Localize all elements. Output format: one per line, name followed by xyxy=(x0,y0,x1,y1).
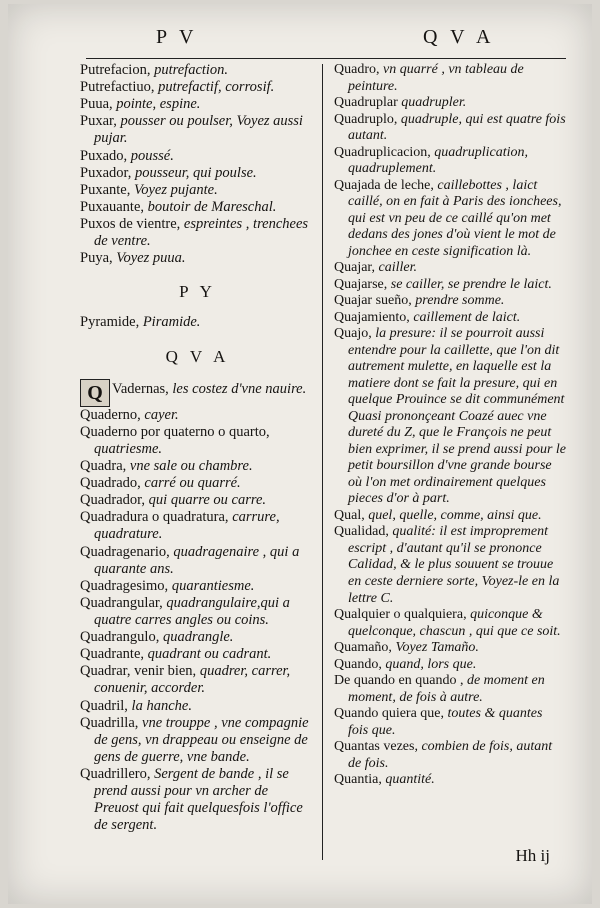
dictionary-entry xyxy=(334,607,566,640)
entry-headword: Puxos de vientre, xyxy=(80,215,181,232)
dictionary-entry xyxy=(334,277,566,294)
dictionary-entry xyxy=(80,182,315,199)
dictionary-entry xyxy=(80,492,315,509)
dictionary-page xyxy=(8,4,592,904)
entry-headword: Quadradura o quadratura, xyxy=(80,509,229,526)
section-heading-qva: Q V A xyxy=(165,346,230,366)
entry-headword: Quajo, xyxy=(334,326,372,342)
entry-headword: Puxador, xyxy=(80,164,132,181)
qva-entries xyxy=(80,407,315,835)
entry-translation: poussé. xyxy=(130,147,174,164)
entry-translation: carrure, quadrature. xyxy=(94,509,280,543)
entry-headword: Quantia, xyxy=(334,772,382,788)
entry-translation: de moment en moment, de fois à autre. xyxy=(348,673,545,705)
header-rule xyxy=(86,58,566,59)
dictionary-entry xyxy=(80,216,315,250)
dictionary-entry xyxy=(334,260,566,277)
entry-headword: Quadrillero, xyxy=(80,765,151,782)
dictionary-entry xyxy=(80,766,315,834)
entry-headword: Qualquier o qualquiera, xyxy=(334,607,467,623)
entry-headword: Quadrado, xyxy=(80,475,141,492)
drop-cap: Q xyxy=(80,379,110,407)
entry-headword: Puua, xyxy=(80,96,113,113)
entry-translation: pousser ou poulser, Voyez aussi pujar. xyxy=(94,113,303,147)
dictionary-entry xyxy=(80,407,315,424)
entry-headword: Quamaño, xyxy=(334,640,392,656)
pu-entries xyxy=(80,62,315,267)
entry-headword: Pyramide, xyxy=(80,314,140,331)
entry-headword: Quajarse, xyxy=(334,276,388,292)
entry-translation: quadrangulaire,qui a quatre carres angles ou coins. xyxy=(94,594,290,628)
dictionary-entry xyxy=(80,715,315,766)
dictionary-entry xyxy=(334,112,566,145)
entry-translation: putrefaction. xyxy=(154,62,229,78)
entry-translation: la hanche. xyxy=(131,697,192,714)
entry-headword: Puya, xyxy=(80,250,113,267)
dictionary-entry xyxy=(334,310,566,327)
entry-headword: Putrefactiuo, xyxy=(80,79,155,96)
entry-headword: Quajamiento, xyxy=(334,309,410,325)
entry-headword: Quajada de leche, xyxy=(334,177,434,193)
entry-translation: les costez d'vne nauire. xyxy=(172,380,307,397)
dictionary-entry xyxy=(80,250,315,267)
entry-headword: Qualidad, xyxy=(334,524,389,540)
dictionary-entry xyxy=(80,62,315,79)
entry-translation: quadrupler. xyxy=(401,95,467,111)
running-head-right: Q V A xyxy=(423,26,495,48)
entry-headword: Puxauante, xyxy=(80,198,145,215)
dictionary-entry xyxy=(334,706,566,739)
dictionary-entry xyxy=(334,739,566,772)
entry-translation: quadruple, qui est quatre fois autant. xyxy=(348,111,566,144)
entry-headword: Quadrar, venir bien, xyxy=(80,663,197,680)
entry-headword: Quadruplar xyxy=(334,95,398,111)
dictionary-entry xyxy=(80,629,315,646)
entry-translation: cayer. xyxy=(144,406,179,423)
entry-translation: qui quarre ou carre. xyxy=(148,492,267,509)
dictionary-entry-first xyxy=(80,379,315,407)
entry-translation: quadrant ou cadrant. xyxy=(147,646,272,663)
entry-headword: Quadragesimo, xyxy=(80,577,169,594)
dictionary-entry xyxy=(334,62,566,95)
dictionary-entry xyxy=(334,178,566,261)
entry-headword: Quando quiera que, xyxy=(334,706,445,722)
entry-headword: Putrefacion, xyxy=(80,62,151,78)
dictionary-entry xyxy=(334,673,566,706)
entry-headword: Puxante, xyxy=(80,181,131,198)
dictionary-entry xyxy=(334,640,566,657)
entry-translation: vne sale ou chambre. xyxy=(129,457,253,474)
dictionary-entry xyxy=(80,96,315,113)
running-head-left: P V xyxy=(156,26,198,48)
entry-translation: espreintes , trenchees de ventre. xyxy=(94,215,309,250)
entry-headword: Quaderno por quaterno o quarto, xyxy=(80,423,270,440)
entry-translation: quarantiesme. xyxy=(171,577,255,594)
entry-headword: Quadruplo, xyxy=(334,111,398,127)
entry-translation: caillebottes , laict caillé, on en fait à Paris des ionchees, qui est vn peu de ce caillé qu'on met dedans des jones d'où vient le mot de jonchee en ceste signification là. xyxy=(348,177,562,259)
entry-translation: putrefactif, corrosif. xyxy=(158,79,275,96)
entry-headword: Quadruplicacion, xyxy=(334,144,431,160)
entry-headword: Quaderno, xyxy=(80,406,141,423)
entry-translation: combien de fois, autant de fois. xyxy=(348,739,553,771)
entry-translation: quiconque & quelconque, chascun , qui que ce soit. xyxy=(348,607,561,639)
entry-headword: Puxar, xyxy=(80,113,117,130)
entry-headword: Quadrador, xyxy=(80,492,146,509)
dictionary-entry xyxy=(80,475,315,492)
dictionary-entry xyxy=(334,145,566,178)
entry-translation: boutoir de Mareschal. xyxy=(147,198,277,215)
entry-headword: Quadra, xyxy=(80,457,127,474)
dictionary-entry xyxy=(80,663,315,697)
dictionary-entry xyxy=(80,595,315,629)
entry-headword: Puxado, xyxy=(80,147,128,164)
entry-translation: Voyez puua. xyxy=(116,250,186,267)
entry-translation: quadrangle. xyxy=(162,629,234,646)
column-divider xyxy=(322,64,323,860)
entry-translation: quadruplication, quadruplement. xyxy=(348,144,529,177)
entry-translation: quel, quelle, comme, ainsi que. xyxy=(368,507,542,523)
entry-translation: vn quarré , vn tableau de peinture. xyxy=(348,62,524,94)
entry-headword: Quadril, xyxy=(80,697,128,714)
entry-translation: carré ou quarré. xyxy=(144,475,241,492)
dictionary-entry xyxy=(80,113,315,147)
entry-translation: la presure: il se pourroit aussi entendre pour la caillette, que l'on dit autrement mulette, en laquelle est la matiere dont se fait la presure, qui en quelque Prouince se dit communément Quasi prononçeant Coazé auec vne dureté du Z, que le François ne peut bien exprimer, il se prend aussi pour le petit boursillon d'vne grande bourse où l'on met ordinairement quelques pieces d'or à part. xyxy=(348,326,567,507)
entry-headword: Quajar, xyxy=(334,260,376,276)
entry-translation: Piramide. xyxy=(142,314,201,331)
entry-translation: Sergent de bande , il se prend aussi pour vn archer de Preuost qui fait quelquesfois l'office de sergent. xyxy=(94,765,303,834)
entry-translation: Voyez pujante. xyxy=(133,181,218,198)
entry-translation: toutes & quantes fois que. xyxy=(348,706,543,738)
entry-translation: vne trouppe , vne compagnie de gens, vn drappeau ou enseigne de gens de guerre, vne bande. xyxy=(94,714,309,765)
dictionary-entry xyxy=(80,509,315,543)
dictionary-entry xyxy=(80,544,315,578)
entry-translation: quantité. xyxy=(385,772,435,788)
right-column xyxy=(334,62,566,789)
entry-translation: Voyez Tamaño. xyxy=(395,640,479,656)
entry-headword: Qual, xyxy=(334,507,365,523)
dictionary-entry xyxy=(80,424,315,458)
dictionary-entry xyxy=(80,458,315,475)
entry-headword: Quadrangular, xyxy=(80,594,163,611)
entry-headword: Quantas vezes, xyxy=(334,739,418,755)
entry-translation: cailler. xyxy=(378,260,418,276)
dictionary-entry xyxy=(80,698,315,715)
entry-translation: qualité: il est improprement escript , d'autant qu'il se prononce Calidad, & le plus souuent se trouue en ceste derniere sorte, Voyez-le en la lettre C. xyxy=(348,524,560,606)
entry-headword: Quadrante, xyxy=(80,646,145,663)
entry-headword: Quadro, xyxy=(334,62,380,77)
entry-translation: quadragenaire , qui a quarante ans. xyxy=(94,543,300,577)
section-heading-py: P Y xyxy=(179,282,216,302)
dictionary-entry xyxy=(80,79,315,96)
entry-headword: Quadrilla, xyxy=(80,714,139,731)
signature-mark: Hh ij xyxy=(515,846,550,865)
dictionary-entry xyxy=(334,293,566,310)
entry-translation: caillement de laict. xyxy=(413,309,521,325)
entry-headword: Vadernas, xyxy=(112,380,169,397)
dictionary-entry xyxy=(80,314,315,331)
dictionary-entry xyxy=(334,508,566,525)
dictionary-entry xyxy=(80,148,315,165)
entry-translation: prendre somme. xyxy=(415,293,505,309)
dictionary-entry xyxy=(80,578,315,595)
entry-translation: quand, lors que. xyxy=(385,656,477,672)
dictionary-entry xyxy=(80,646,315,663)
dictionary-entry xyxy=(334,772,566,789)
dictionary-entry xyxy=(334,95,566,112)
py-entries xyxy=(80,314,315,331)
dictionary-entry xyxy=(334,524,566,607)
entry-headword: De quando en quando , xyxy=(334,673,464,689)
entry-headword: Quajar sueño, xyxy=(334,293,412,309)
dictionary-entry xyxy=(334,657,566,674)
entry-translation: se cailler, se prendre le laict. xyxy=(390,276,552,292)
entry-translation: quadrer, carrer, conuenir, accorder. xyxy=(94,663,291,697)
dictionary-entry xyxy=(80,199,315,216)
entry-translation: quatriesme. xyxy=(94,440,163,457)
entry-headword: Quadrangulo, xyxy=(80,629,160,646)
entry-translation: pointe, espine. xyxy=(116,96,201,113)
entry-translation: pousseur, qui poulse. xyxy=(135,164,257,181)
entry-headword: Quadragenario, xyxy=(80,543,170,560)
entry-headword: Quando, xyxy=(334,656,382,672)
qua-entries xyxy=(334,62,566,789)
dictionary-entry xyxy=(334,326,566,508)
dictionary-entry xyxy=(80,165,315,182)
left-column xyxy=(80,62,315,834)
